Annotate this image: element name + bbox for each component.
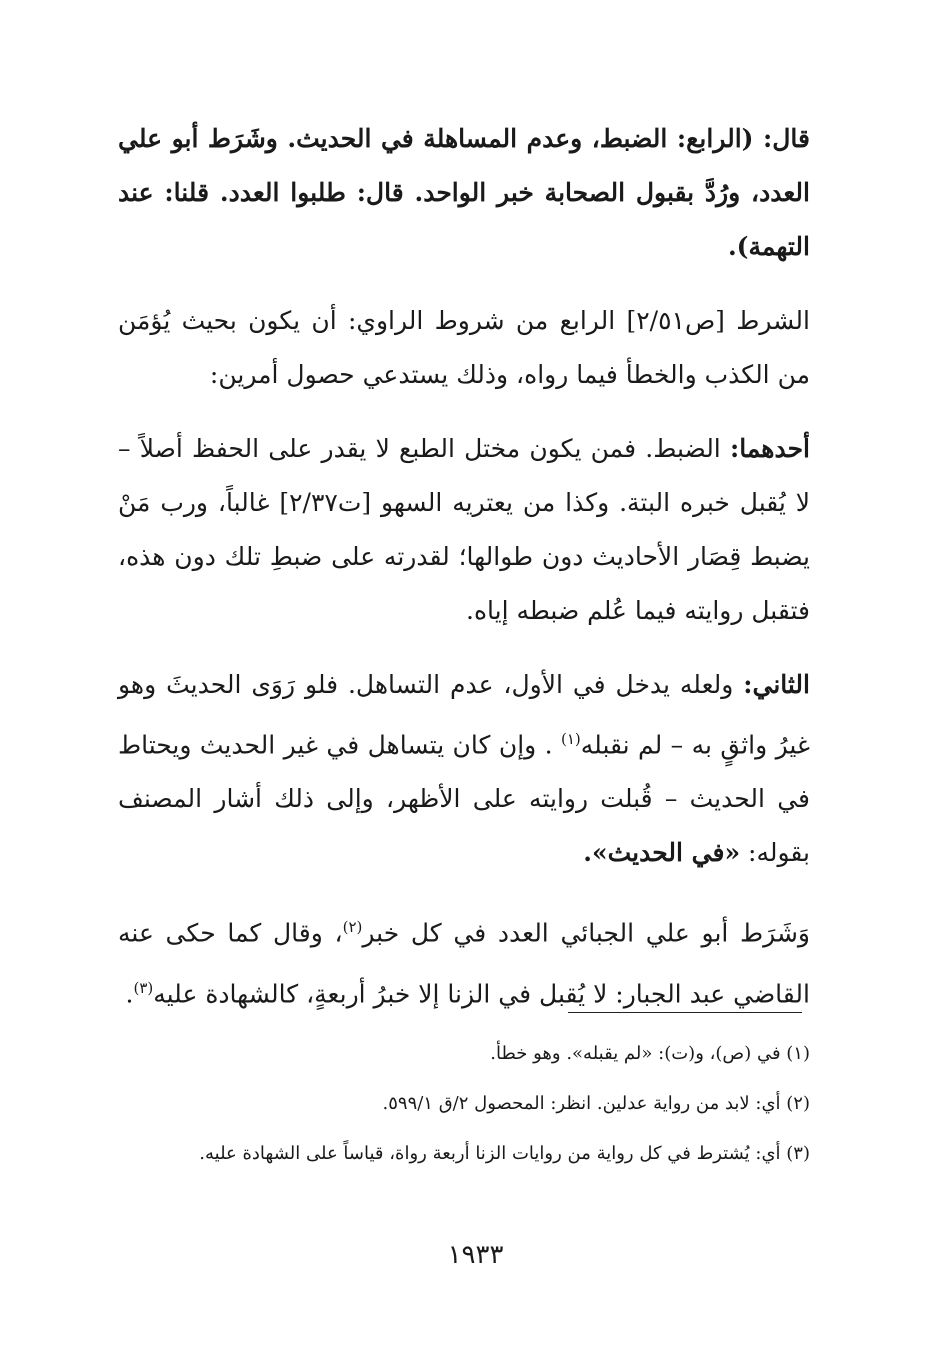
paragraph-2 (118, 422, 810, 638)
paragraph-3 (118, 658, 810, 880)
footnote-2: (٢) أي: لابد من رواية عدلين. انظر: المحصول ٢/ق ٥٩٩/١. (382, 1093, 810, 1114)
footnotes (118, 1034, 810, 1184)
paragraph-1: الشرط [ص٢/٥١] الرابع من شروط الراوي: أن يكون بحيث يُؤمَن من الكذب والخطأ فيما رواه، وذلك يستدعي حصول أمرين: (118, 306, 810, 389)
footnote-ref-3: (٣) (133, 978, 154, 997)
paragraph-4-text-c: . (125, 978, 134, 1008)
paragraph-3-text-b: . وإن كان يتساهل في غير الحديث ويحتاط في الحديث – قُبلت روايته على الأظهر، وإلى ذلك أشار المصنف بقوله: (118, 730, 810, 868)
paragraph-3-text-a: ولعله يدخل في الأول، عدم التساهل. فلو رَوَى الحديثَ وهو غيرُ واثقٍ به – لم نقبله (118, 670, 811, 760)
paragraph-3-lead: الثاني: (743, 670, 810, 699)
footnote-ref-1: (١) (561, 730, 581, 748)
footnote-separator (568, 1012, 802, 1013)
paragraph-2-lead: أحدهما: (729, 434, 810, 463)
footnote-ref-2: (٢) (342, 918, 363, 937)
footnote-1: (١) في (ص)، و(ت): «لم يقبله». وهو خطأ. (490, 1043, 810, 1064)
footnote-3: (٣) أي: يُشترط في كل رواية من روايات الزنا أربعة رواة، قياساً على الشهادة عليه. (199, 1143, 810, 1164)
page-number: ١٩٣٣ (447, 1240, 504, 1270)
paragraph-2-text: الضبط. فمن يكون مختل الطبع لا يقدر على الحفظ أصلاً – لا يُقبل خبره البتة. وكذا من يعتريه السهو [ت٢/٣٧] غالباً، ورب مَنْ يضبط قِصَار الأحاديث دون طوالها؛ لقدرته على ضبطِ تلك دون هذه، فتقبل روايته فيما عُلم ضبطه إياه. (118, 434, 810, 625)
main-text (118, 112, 810, 1041)
paragraph-4-text-a: وَشَرَط أبو علي الجبائي العدد في كل خبر (362, 918, 810, 948)
paragraph-4 (118, 900, 810, 1021)
matn-paragraph: قال: (الرابع: الضبط، وعدم المساهلة في الحديث. وشَرَط أبو علي العدد، ورُدَّ بقبول الصحابة خبر الواحد. قال: طلبوا العدد. قلنا: عند التهمة). (118, 124, 810, 261)
paragraph-4-text-b: ، وقال كما حكى عنه القاضي عبد الجبار: لا يُقبل في الزنا إلا خبرُ أربعةٍ، كالشهادة عليه (118, 918, 810, 1008)
paragraph-3-quote: «في الحديث». (583, 838, 741, 868)
